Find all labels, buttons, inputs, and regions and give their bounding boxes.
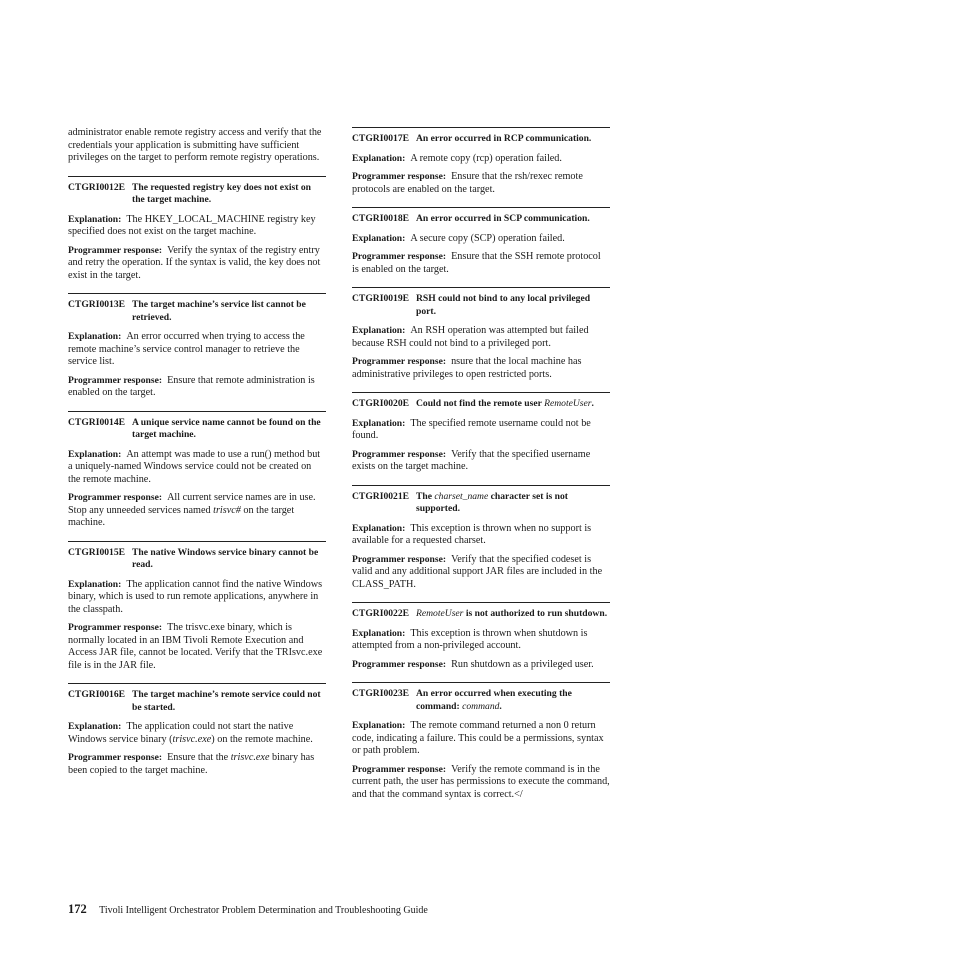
programmer-response xyxy=(352,554,610,592)
message-heading xyxy=(68,417,326,442)
response-text-start: Ensure that the xyxy=(167,752,231,763)
response-text: Verify that the specified codeset is valid and any additional support JAR files are included in the CLASS_PATH. xyxy=(352,553,603,590)
left-column xyxy=(68,127,326,783)
explanation-text-end: ) on the remote machine. xyxy=(211,733,313,745)
explanation xyxy=(352,153,610,166)
message-heading xyxy=(68,689,326,714)
message-entry xyxy=(352,207,610,276)
message-title: The target machine’s service list cannot be retrieved. xyxy=(132,299,306,323)
programmer-response xyxy=(352,764,610,802)
explanation xyxy=(68,331,326,369)
explanation-label: Explanation: xyxy=(352,152,406,164)
message-code: CTGRI0013E xyxy=(68,299,126,310)
explanation-text: A secure copy (SCP) operation failed. xyxy=(410,232,565,244)
message-heading xyxy=(68,182,326,207)
response-text: Verify that the specified username exists on the target machine. xyxy=(352,448,591,472)
message-code: CTGRI0021E xyxy=(352,490,410,502)
title-text-end: is not authorized to run shutdown. xyxy=(463,608,608,619)
message-heading xyxy=(352,398,610,411)
message-code: CTGRI0023E xyxy=(352,688,410,699)
response-label: Programmer response: xyxy=(68,622,163,633)
message-title: The target machine’s remote service could not be started. xyxy=(132,689,321,713)
message-title xyxy=(416,608,610,621)
explanation-text: An attempt was made to use a run() method but a uniquely-named Windows service could not be created on the remote machine. xyxy=(68,448,321,485)
explanation xyxy=(352,628,610,653)
response-text: Run shutdown as a privileged user. xyxy=(451,658,594,670)
message-code: CTGRI0018E xyxy=(352,213,410,224)
response-text-start: All current service names are in use. Stop any unneeded services named xyxy=(68,492,316,516)
programmer-response xyxy=(352,449,610,474)
explanation xyxy=(352,720,610,758)
message-title: An error occurred in SCP communication. xyxy=(416,213,590,224)
message-code: CTGRI0014E xyxy=(68,416,126,428)
message-title: The native Windows service binary cannot be read. xyxy=(132,546,319,570)
explanation-text: An error occurred when trying to access the remote machine’s service control manager to retrieve the service list. xyxy=(68,331,305,367)
message-entry xyxy=(68,293,326,400)
message-heading xyxy=(352,608,610,621)
variable-italic: RemoteUser xyxy=(544,398,592,409)
response-label: Programmer response: xyxy=(68,244,163,256)
response-text: Verify the remote command is in the current path, the user has permissions to execute the command, and that the command syntax is correct.</ xyxy=(352,763,610,800)
variable-italic: charset_name xyxy=(434,490,489,502)
message-title xyxy=(416,491,610,516)
programmer-response xyxy=(352,171,610,196)
message-entry xyxy=(68,541,326,673)
binary-name-italic: trisvc.exe xyxy=(172,733,212,745)
explanation-text: This exception is thrown when no support is available for a requested charset. xyxy=(352,522,592,546)
message-entry xyxy=(68,683,326,777)
message-title: An error occurred in RCP communication. xyxy=(416,133,592,144)
page-footer xyxy=(68,902,428,917)
explanation-label: Explanation: xyxy=(68,331,122,342)
message-heading xyxy=(352,133,610,146)
message-title xyxy=(416,688,610,713)
response-text: Verify the syntax of the registry entry and retry the operation. If the syntax is valid, the key does not exist in the target. xyxy=(68,244,321,281)
programmer-response xyxy=(68,752,326,777)
explanation-label: Explanation: xyxy=(352,325,406,336)
explanation-text: The HKEY_LOCAL_MACHINE registry key specified does not exist on the target machine. xyxy=(68,213,316,237)
message-entry xyxy=(352,127,610,196)
variable-italic: RemoteUser xyxy=(416,608,464,619)
title-text-start: The xyxy=(416,490,435,502)
explanation-label: Explanation: xyxy=(68,721,122,732)
explanation xyxy=(352,325,610,350)
book-title: Tivoli Intelligent Orchestrator Problem Determination and Troubleshooting Guide xyxy=(99,905,428,916)
message-code: CTGRI0020E xyxy=(352,398,410,409)
response-text: Ensure that remote administration is enabled on the target. xyxy=(68,374,315,398)
message-code: CTGRI0019E xyxy=(352,293,410,304)
explanation xyxy=(352,418,610,443)
message-code: CTGRI0016E xyxy=(68,689,126,700)
explanation-label: Explanation: xyxy=(352,720,406,731)
variable-italic: command xyxy=(462,700,500,712)
message-heading xyxy=(68,299,326,324)
programmer-response xyxy=(352,251,610,276)
explanation-text: This exception is thrown when shutdown is attempted from a non-privileged account. xyxy=(352,627,588,651)
response-text: nsure that the local machine has administrative privileges to open restricted ports. xyxy=(352,356,582,380)
message-entry xyxy=(68,176,326,283)
message-heading xyxy=(68,547,326,572)
response-label: Programmer response: xyxy=(352,448,447,460)
message-heading xyxy=(352,688,610,713)
message-entry xyxy=(352,682,610,801)
response-text-end: binary has been copied to the target machine. xyxy=(68,752,315,776)
response-text: The trisvc.exe binary, which is normally located in an IBM Tivoli Remote Execution and Access JAR file, cannot be located. Verify that the TRIsvc.exe file is in the JAR file. xyxy=(68,622,323,671)
message-entry xyxy=(68,411,326,530)
explanation-text: A remote copy (rcp) operation failed. xyxy=(410,152,562,164)
message-entry xyxy=(352,287,610,381)
title-text-start: Could not find the remote user xyxy=(416,398,545,409)
service-name-italic: trisvc# xyxy=(213,504,241,516)
explanation xyxy=(352,523,610,548)
programmer-response xyxy=(352,356,610,381)
response-label: Programmer response: xyxy=(352,658,447,670)
explanation xyxy=(68,579,326,617)
programmer-response xyxy=(68,375,326,400)
message-title: RSH could not bind to any local privileged port. xyxy=(416,293,591,317)
programmer-response xyxy=(352,659,610,672)
response-label: Programmer response: xyxy=(352,251,447,262)
title-text-end: character set is not supported. xyxy=(416,490,568,514)
explanation-label: Explanation: xyxy=(352,232,406,244)
response-text-end: on the target machine. xyxy=(68,504,295,528)
explanation-label: Explanation: xyxy=(352,627,406,639)
explanation-text-start: The application could not start the native Windows service binary ( xyxy=(68,721,294,745)
title-text-end: . xyxy=(591,398,594,409)
response-label: Programmer response: xyxy=(352,356,447,367)
explanation xyxy=(352,233,610,246)
programmer-response xyxy=(68,245,326,283)
message-code: CTGRI0022E xyxy=(352,608,410,619)
explanation xyxy=(68,721,326,746)
response-label: Programmer response: xyxy=(68,752,163,763)
response-label: Programmer response: xyxy=(352,763,447,775)
explanation-text: An RSH operation was attempted but failed because RSH could not bind to a privileged port. xyxy=(352,325,589,349)
message-code: CTGRI0015E xyxy=(68,546,126,558)
response-text: Ensure that the rsh/rexec remote protocols are enabled on the target. xyxy=(352,171,583,195)
explanation xyxy=(68,214,326,239)
title-text-end: . xyxy=(499,700,502,712)
response-label: Programmer response: xyxy=(68,492,163,503)
message-code: CTGRI0017E xyxy=(352,133,410,144)
programmer-response xyxy=(68,622,326,672)
explanation-label: Explanation: xyxy=(68,448,122,460)
message-entry xyxy=(352,602,610,671)
explanation xyxy=(68,449,326,487)
binary-name-italic: trisvc.exe xyxy=(230,752,270,763)
explanation-label: Explanation: xyxy=(352,522,406,534)
message-heading xyxy=(352,491,610,516)
explanation-label: Explanation: xyxy=(68,213,122,225)
message-title xyxy=(416,398,610,411)
message-entry xyxy=(352,485,610,592)
title-text-start: An error occurred when executing the command: xyxy=(416,688,572,712)
response-label: Programmer response: xyxy=(68,374,163,386)
continued-paragraph: administrator enable remote registry access and verify that the credentials your application is submitting have sufficient privileges on the target to perform remote registry operations. xyxy=(68,127,322,163)
explanation-text: The application cannot find the native Windows binary, which is used to run remote applications, anywhere in the classpath. xyxy=(68,578,323,615)
explanation-text: The specified remote username could not be found. xyxy=(352,417,591,441)
explanation-label: Explanation: xyxy=(68,578,122,590)
response-label: Programmer response: xyxy=(352,171,447,182)
response-text: Ensure that the SSH remote protocol is enabled on the target. xyxy=(352,251,601,275)
message-title: The requested registry key does not exist on the target machine. xyxy=(132,181,311,205)
message-code: CTGRI0012E xyxy=(68,181,126,193)
page-number: 172 xyxy=(68,902,87,916)
programmer-response xyxy=(68,492,326,530)
right-column xyxy=(352,127,610,807)
explanation-label: Explanation: xyxy=(352,417,406,429)
message-title: A unique service name cannot be found on the target machine. xyxy=(132,416,321,440)
message-entry xyxy=(352,392,610,474)
message-heading xyxy=(352,293,610,318)
response-label: Programmer response: xyxy=(352,553,447,565)
explanation-text: The remote command returned a non 0 return code, indicating a failure. This could be a permissions, syntax or path problem. xyxy=(352,720,604,756)
message-heading xyxy=(352,213,610,226)
